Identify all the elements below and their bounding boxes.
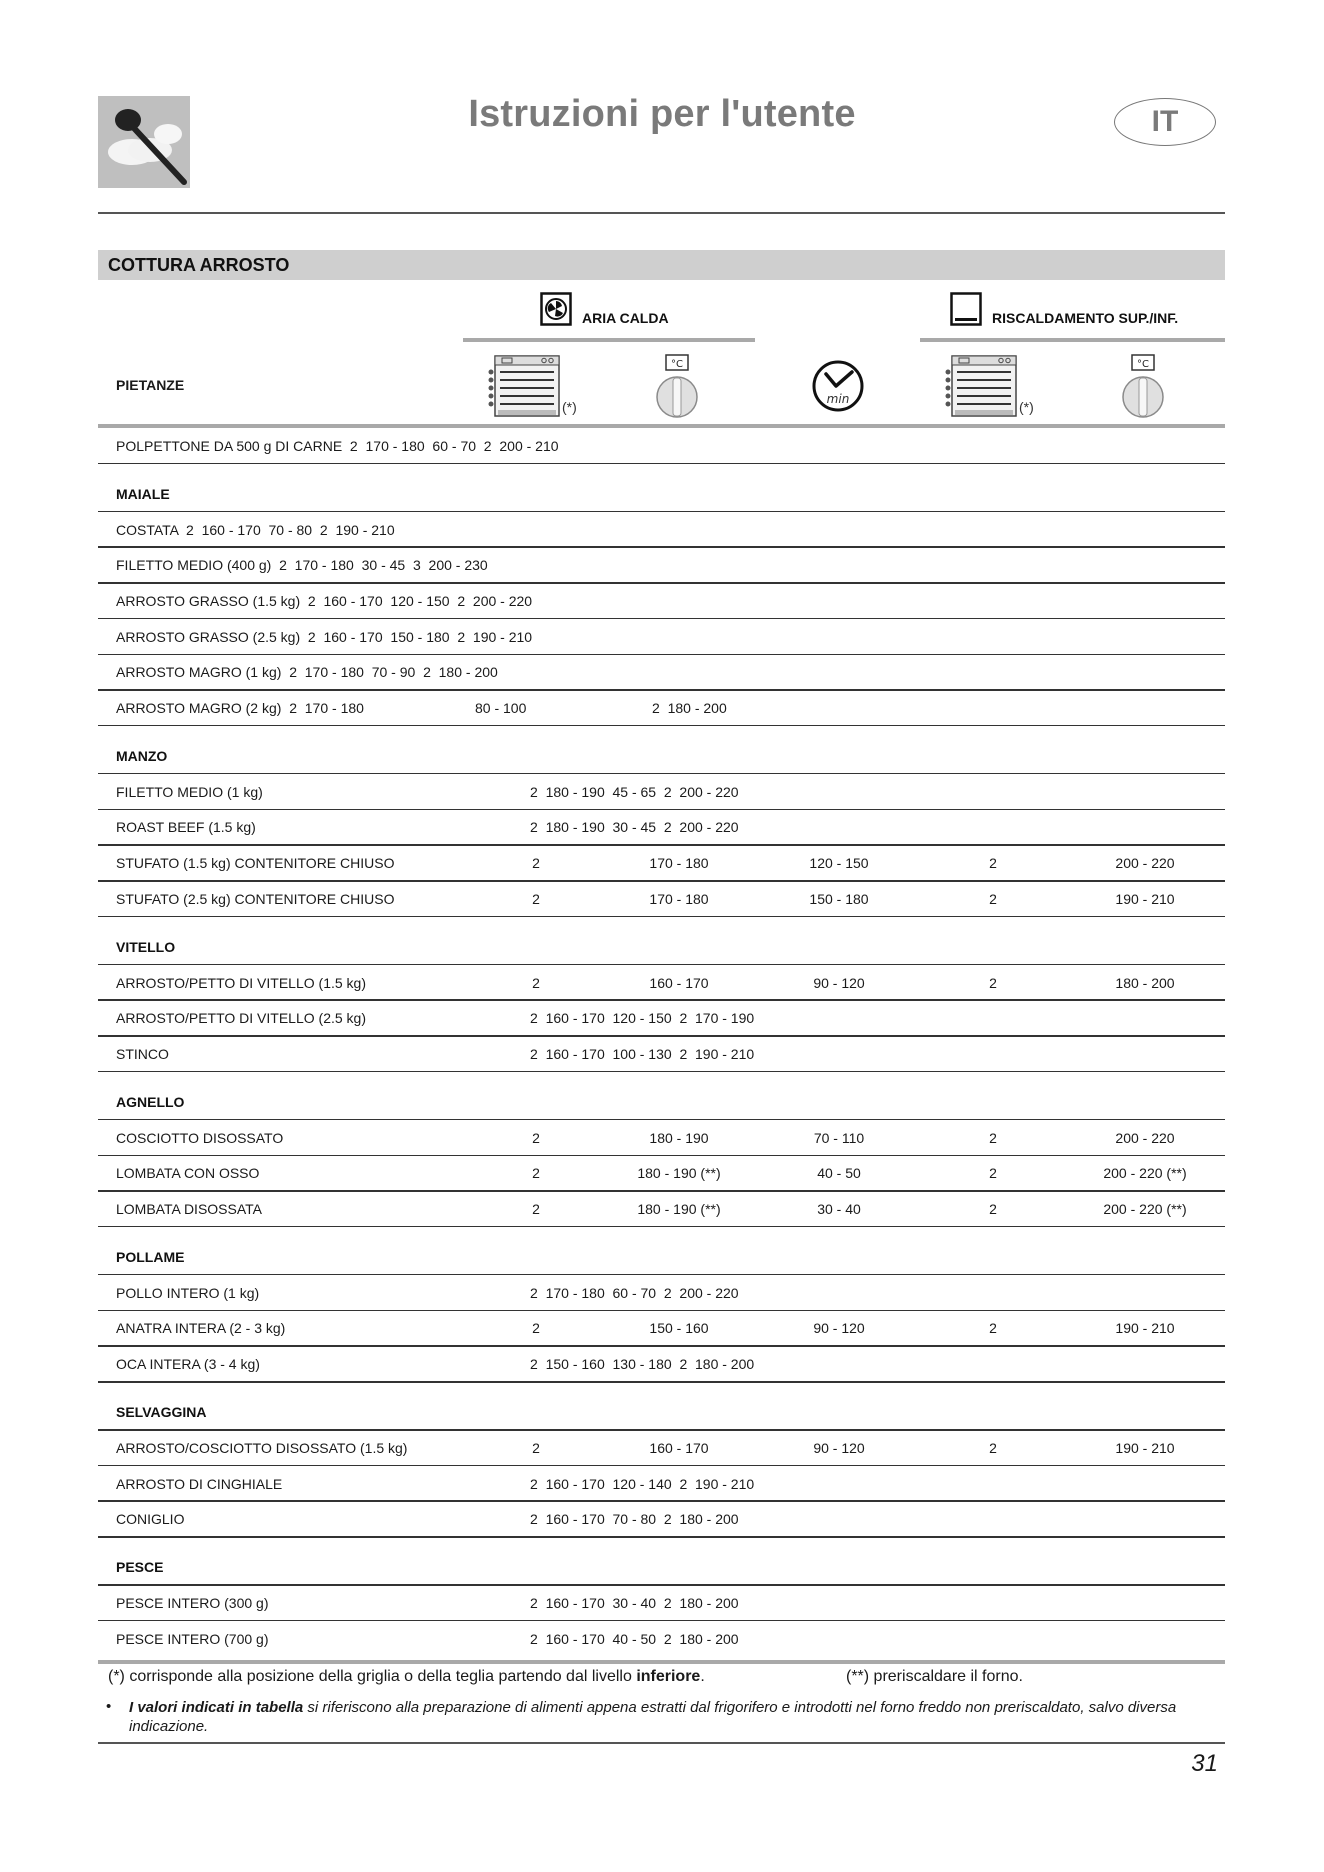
- cooking-time: 90 - 120: [813, 974, 865, 991]
- thermostat-knob-icon-conventional: [1120, 354, 1166, 422]
- dish-name: COSCIOTTO DISOSSATO: [116, 1129, 284, 1146]
- dish-row-text: ARROSTO GRASSO (2.5 kg) 2 160 - 170 150 - 180 2 190 - 210: [116, 628, 533, 645]
- fan-temperature: 180 - 190: [649, 1129, 709, 1146]
- conventional-temperature: 200 - 220 (**): [1103, 1165, 1187, 1182]
- conventional-temperature: 190 - 210: [1115, 890, 1175, 907]
- category-heading: AGNELLO: [116, 1093, 185, 1110]
- table-footer-divider: [98, 1660, 1225, 1664]
- section-band: [98, 250, 1225, 280]
- dish-name: ARROSTO/COSCIOTTO DISOSSATO (1.5 kg): [116, 1439, 408, 1456]
- conventional-shelf-level: 2: [989, 1201, 997, 1218]
- conventional-shelf-level: 2: [989, 1320, 997, 1337]
- fan-shelf-level: 2: [532, 1439, 540, 1456]
- conventional-oven-icon: [950, 292, 982, 326]
- row-divider: [98, 511, 1225, 513]
- dish-name: STUFATO (1.5 kg) CONTENITORE CHIUSO: [116, 855, 395, 872]
- category-heading: MANZO: [116, 747, 168, 764]
- dish-settings: 2 150 - 160 130 - 180 2 180 - 200: [530, 1356, 755, 1373]
- preheat-footnote: (**) preriscaldare il forno.: [846, 1668, 1023, 1685]
- dish-name: PESCE INTERO (700 g): [116, 1630, 269, 1647]
- fan-shelf-level: 2: [532, 855, 540, 872]
- conventional-shelf-level: 2: [989, 1439, 997, 1456]
- dish-settings: 2 170 - 180 60 - 70 2 200 - 220: [530, 1284, 739, 1301]
- thermostat-unit-conventional: °C: [1137, 359, 1149, 370]
- fan-shelf-level: 2: [532, 974, 540, 991]
- fan-shelf-level: 2: [532, 1320, 540, 1337]
- dish-settings: 2 180 - 190 30 - 45 2 200 - 220: [530, 819, 739, 836]
- conventional-temperature: 190 - 210: [1115, 1320, 1175, 1337]
- row-divider: [98, 618, 1225, 620]
- conventional-shelf-level: 2: [989, 890, 997, 907]
- fan-temperature: 160 - 170: [649, 974, 709, 991]
- row-divider: [98, 546, 1225, 548]
- dish-name: CONIGLIO: [116, 1511, 185, 1528]
- cooking-time: 90 - 120: [813, 1320, 865, 1337]
- row-divider: [98, 1536, 1225, 1538]
- dish-name: LOMBATA CON OSSO: [116, 1165, 260, 1182]
- fan-temperature: 180 - 190 (**): [637, 1201, 721, 1218]
- dish-settings: 2 160 - 170 30 - 40 2 180 - 200: [530, 1594, 739, 1611]
- row-divider: [98, 1190, 1225, 1192]
- shelf-note-marker: (*): [562, 399, 577, 415]
- fan-shelf-level: 2: [532, 1165, 540, 1182]
- shelf-position-icon: [488, 354, 562, 420]
- dish-name: ARROSTO/PETTO DI VITELLO (1.5 kg): [116, 974, 366, 991]
- row-divider: [98, 1035, 1225, 1037]
- cooking-time: 40 - 50: [817, 1165, 861, 1182]
- fan-shelf-level: 2: [532, 890, 540, 907]
- dish-name: STINCO: [116, 1045, 169, 1062]
- timer-unit: min: [826, 392, 850, 406]
- category-heading: SELVAGGINA: [116, 1404, 207, 1420]
- dish-settings: 2 160 - 170 120 - 140 2 190 - 210: [530, 1475, 755, 1492]
- category-heading: MAIALE: [116, 485, 170, 502]
- conventional-temperature: 200 - 220 (**): [1103, 1201, 1187, 1218]
- row-divider: [98, 844, 1225, 846]
- conventional-mode-heading: [950, 292, 1178, 326]
- dish-row-text: POLPETTONE DA 500 g DI CARNE 2 170 - 180 60 - 70 2 200 - 210: [116, 437, 559, 454]
- dish-name: ROAST BEEF (1.5 kg): [116, 819, 256, 836]
- row-divider: [98, 582, 1225, 584]
- dish-settings: 2 160 - 170 100 - 130 2 190 - 210: [530, 1045, 755, 1062]
- row-divider: [98, 999, 1225, 1001]
- row-divider: [98, 1155, 1225, 1157]
- row-divider: [98, 1465, 1225, 1467]
- row-divider: [98, 1620, 1225, 1622]
- category-heading: POLLAME: [116, 1248, 185, 1265]
- cooking-time: 120 - 150: [809, 855, 869, 872]
- conventional-shelf-level: 2: [989, 1129, 997, 1146]
- shelf-footnote-bold: inferiore: [636, 1668, 701, 1685]
- dish-row-text: FILETTO MEDIO (400 g) 2 170 - 180 30 - 45 3 200 - 230: [116, 557, 488, 574]
- cooking-time: 70 - 110: [813, 1129, 865, 1146]
- cooking-time: 150 - 180: [809, 890, 869, 907]
- category-heading: PESCE: [116, 1559, 164, 1576]
- table-header-divider: [98, 424, 1225, 428]
- dish-name: STUFATO (2.5 kg) CONTENITORE CHIUSO: [116, 890, 395, 907]
- row-divider: [98, 1274, 1225, 1276]
- dish-name: ARROSTO/PETTO DI VITELLO (2.5 kg): [116, 1010, 366, 1027]
- conventional-temperature: 200 - 220: [1115, 1129, 1175, 1146]
- dish-name: POLLO INTERO (1 kg): [116, 1284, 260, 1301]
- row-divider: [98, 1584, 1225, 1586]
- row-divider: [98, 1429, 1225, 1431]
- note-bullet: •: [106, 1698, 112, 1715]
- conventional-mode-rule: [920, 338, 1225, 342]
- row-divider: [98, 689, 1225, 691]
- fan-oven-icon: [540, 292, 572, 326]
- conventional-mode-label: RISCALDAMENTO SUP./INF.: [992, 310, 1179, 326]
- shelf-footnote-text: (*) corrisponde alla posizione della griglia o della teglia partendo dal livello: [108, 1668, 637, 1685]
- row-divider: [98, 809, 1225, 811]
- dishes-column-header: PIETANZE: [116, 377, 185, 393]
- table-values-note-bold: I valori indicati in tabella: [129, 1699, 304, 1716]
- dish-name: ANATRA INTERA (2 - 3 kg): [116, 1320, 286, 1337]
- row-divider: [98, 654, 1225, 656]
- dish-settings: 2 160 - 170 40 - 50 2 180 - 200: [530, 1630, 739, 1647]
- fan-temperature: 170 - 180: [649, 855, 709, 872]
- dish-settings: 2 180 - 190 45 - 65 2 200 - 220: [530, 783, 739, 800]
- conventional-shelf-level: 2: [989, 974, 997, 991]
- row-divider: [98, 1119, 1225, 1121]
- row-divider: [98, 1226, 1225, 1228]
- dish-name: ARROSTO MAGRO (2 kg) 2 170 - 180: [116, 700, 364, 717]
- fan-mode-rule: [463, 338, 755, 342]
- row-divider: [98, 1345, 1225, 1347]
- dish-row-text: ARROSTO MAGRO (1 kg) 2 170 - 180 70 - 90 2 180 - 200: [116, 664, 498, 681]
- dish-name: LOMBATA DISOSSATA: [116, 1201, 262, 1218]
- conventional-settings: 2 180 - 200: [652, 700, 727, 717]
- conventional-shelf-level: 2: [989, 1165, 997, 1182]
- header-divider: [98, 212, 1225, 214]
- page-number: 31: [1191, 1750, 1218, 1777]
- page-bottom-divider: [98, 1742, 1225, 1744]
- dish-row-text: ARROSTO GRASSO (1.5 kg) 2 160 - 170 120 - 150 2 200 - 220: [116, 592, 533, 609]
- shelf-position-icon-conventional: [945, 354, 1019, 420]
- fan-mode-label: ARIA CALDA: [582, 310, 669, 326]
- dish-name: FILETTO MEDIO (1 kg): [116, 783, 263, 800]
- language-badge: IT: [1114, 98, 1216, 146]
- shelf-footnote: [108, 1668, 705, 1686]
- cooking-time: 90 - 120: [813, 1439, 865, 1456]
- dish-name: PESCE INTERO (300 g): [116, 1594, 269, 1611]
- row-divider: [98, 1071, 1225, 1073]
- page-title: Istruzioni per l'utente: [468, 93, 856, 135]
- fan-temperature: 170 - 180: [649, 890, 709, 907]
- thermostat-unit: °C: [671, 359, 683, 370]
- table-values-note: [129, 1698, 1224, 1736]
- cooking-time: 80 - 100: [475, 700, 527, 717]
- row-divider: [98, 725, 1225, 727]
- thermostat-knob-icon: [654, 354, 700, 422]
- row-divider: [98, 880, 1225, 882]
- fan-temperature: 180 - 190 (**): [637, 1165, 721, 1182]
- dish-row-text: COSTATA 2 160 - 170 70 - 80 2 190 - 210: [116, 521, 395, 538]
- cooking-time: 30 - 40: [817, 1201, 861, 1218]
- fan-shelf-level: 2: [532, 1201, 540, 1218]
- conventional-temperature: 200 - 220: [1115, 855, 1175, 872]
- section-title: COTTURA ARROSTO: [108, 255, 290, 275]
- timer-icon: [810, 360, 866, 412]
- shelf-note-marker-conventional: (*): [1019, 399, 1034, 415]
- dish-settings: 2 160 - 170 70 - 80 2 180 - 200: [530, 1511, 739, 1528]
- row-divider: [98, 463, 1225, 465]
- dish-name: OCA INTERA (3 - 4 kg): [116, 1356, 260, 1373]
- dish-name: ARROSTO DI CINGHIALE: [116, 1475, 283, 1492]
- conventional-temperature: 180 - 200: [1115, 974, 1175, 991]
- conventional-shelf-level: 2: [989, 855, 997, 872]
- row-divider: [98, 773, 1225, 775]
- fan-temperature: 150 - 160: [649, 1320, 709, 1337]
- row-divider: [98, 1381, 1225, 1383]
- shelf-footnote-suffix: .: [700, 1668, 705, 1685]
- table-values-note-text: si riferiscono alla preparazione di alimenti appena estratti dal frigorifero e introdotti nel forno freddo non preriscaldato, salvo diversa indicazione.: [129, 1699, 1177, 1735]
- category-heading: VITELLO: [116, 938, 176, 955]
- row-divider: [98, 1310, 1225, 1312]
- row-divider: [98, 964, 1225, 966]
- fan-mode-heading: [540, 292, 669, 326]
- conventional-temperature: 190 - 210: [1115, 1439, 1175, 1456]
- row-divider: [98, 1500, 1225, 1502]
- fan-temperature: 160 - 170: [649, 1439, 709, 1456]
- dish-settings: 2 160 - 170 120 - 150 2 170 - 190: [530, 1010, 755, 1027]
- fan-shelf-level: 2: [532, 1129, 540, 1146]
- row-divider: [98, 916, 1225, 918]
